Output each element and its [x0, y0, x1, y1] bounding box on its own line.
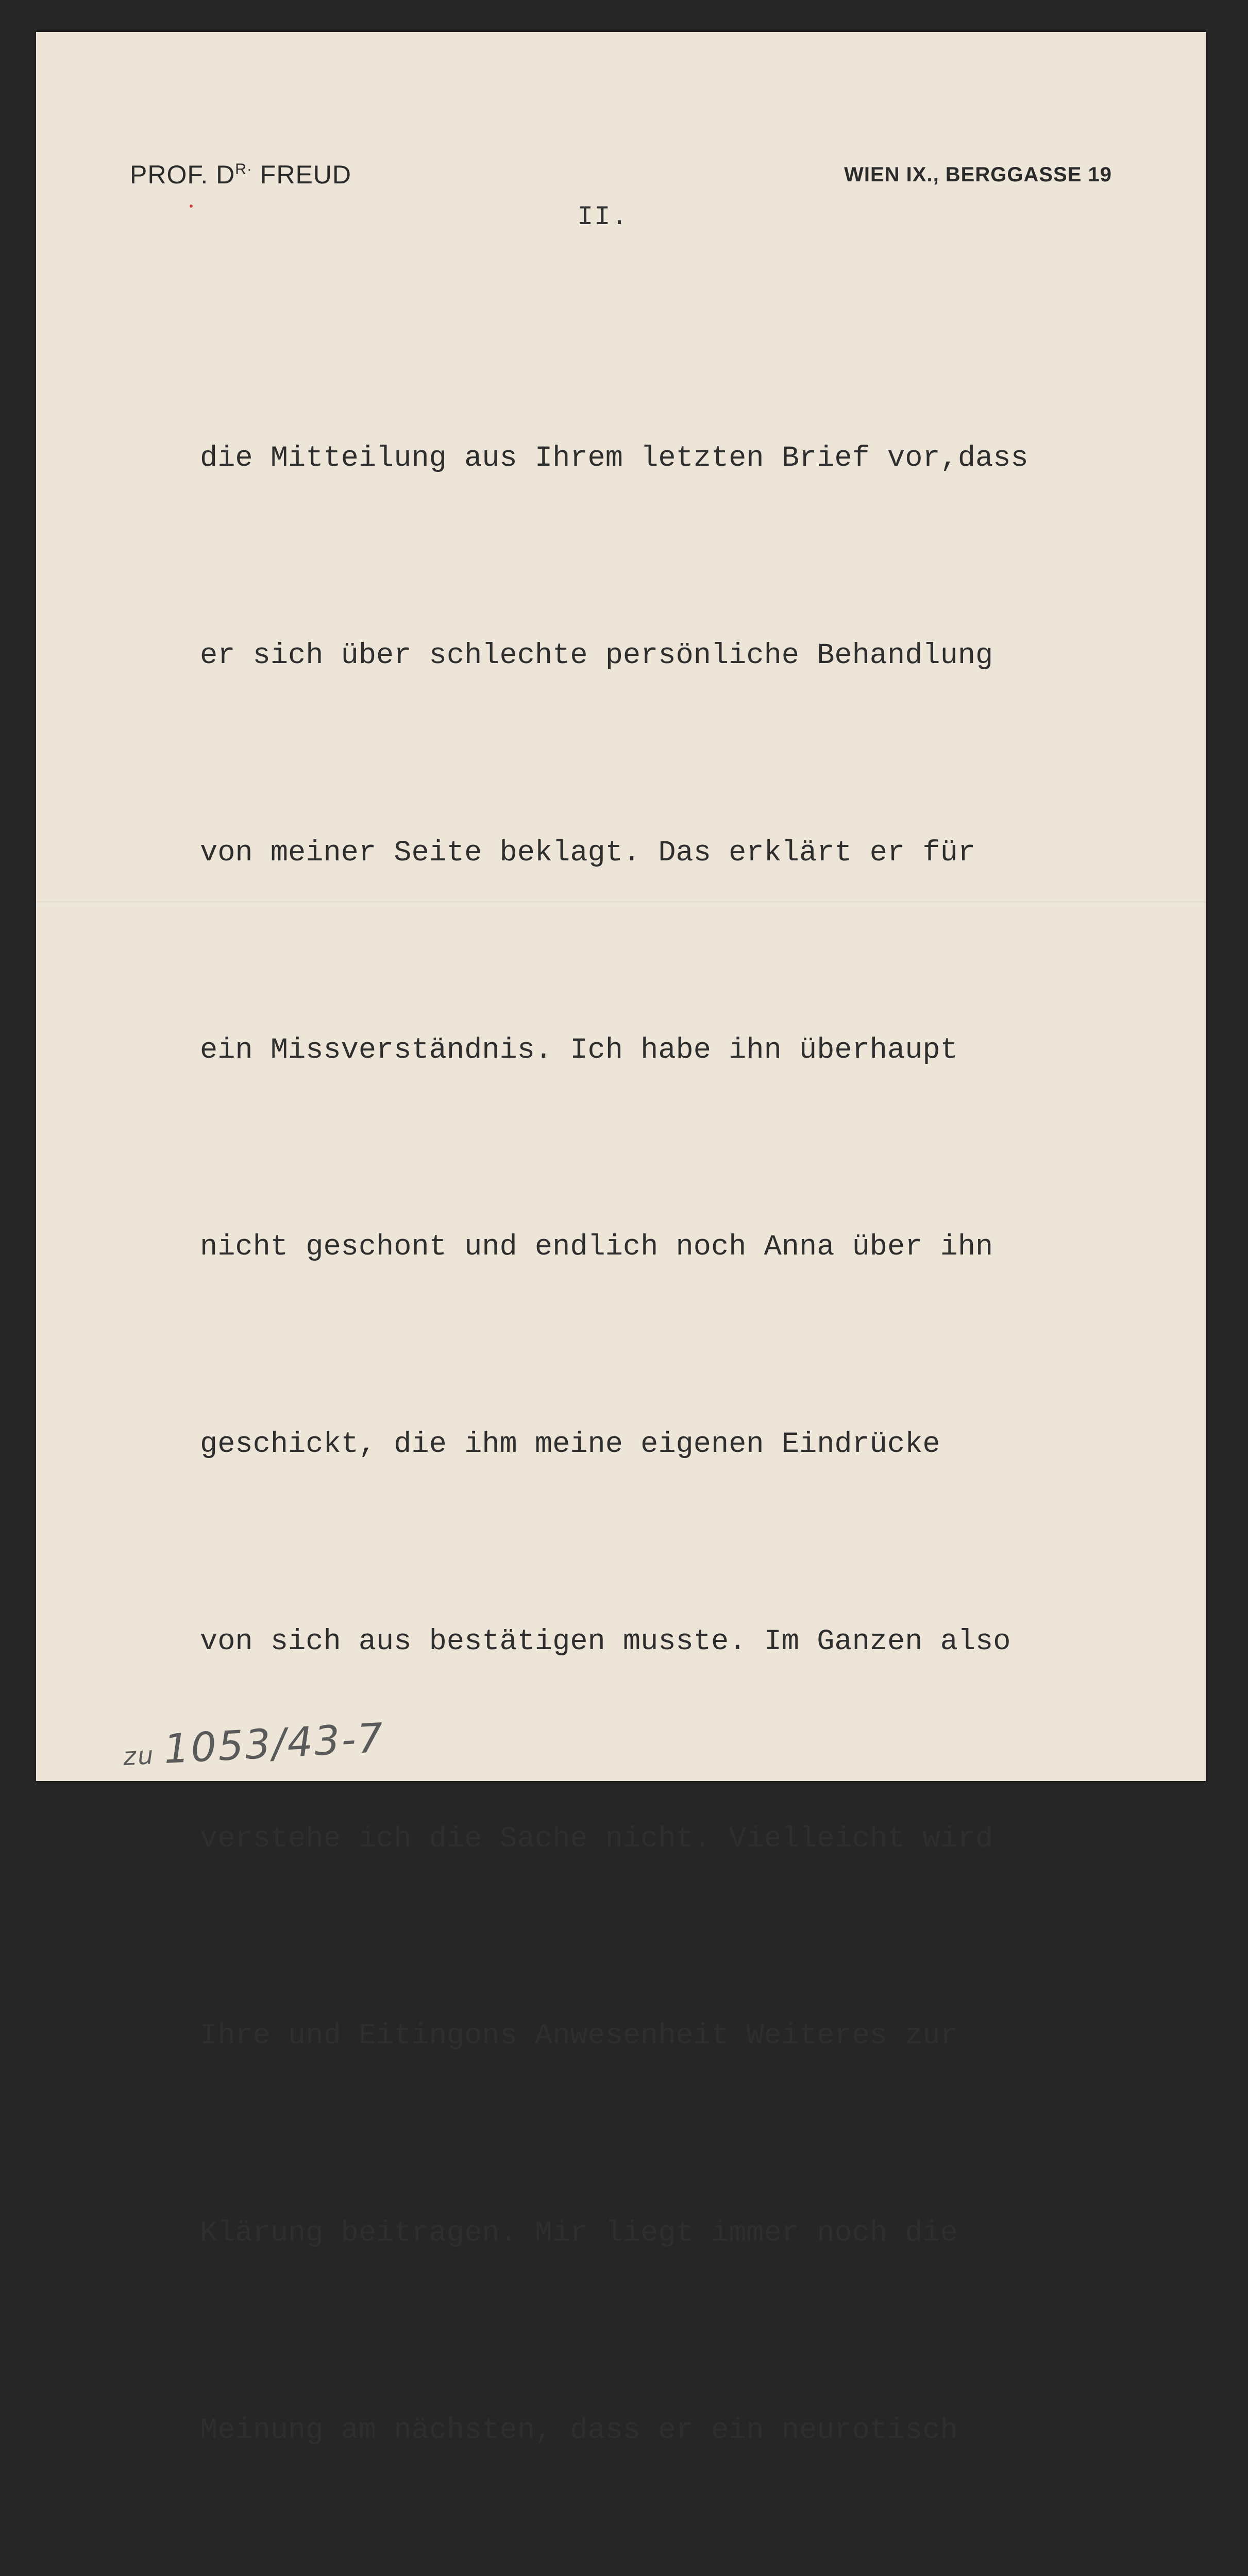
letterhead-name — [130, 160, 351, 190]
archive-note-number: 1053/43-7 — [162, 1715, 386, 1773]
body-line: von sich aus bestätigen musste. Im Ganzen also — [200, 1625, 1011, 1658]
body-line: ein Missverständnis. Ich habe ihn überhaupt — [200, 1033, 958, 1067]
letter-page — [36, 32, 1206, 2447]
body-line: verstehe ich die Sache nicht. Vielleicht wird — [200, 1822, 993, 1856]
body-line: Ihre und Eitingons Anwesenheit Weiteres zur — [200, 2020, 958, 2053]
letterhead-name-main: PROF. D — [130, 160, 235, 189]
body-line: Klärung beitragen. Mir liegt immer noch die — [200, 2217, 958, 2250]
page-number: II. — [577, 202, 629, 232]
body-line: nicht geschont und endlich noch Anna über ihn — [200, 1231, 993, 1264]
archive-note-prefix: zu — [122, 1741, 156, 1772]
body-line: von meiner Seite beklagt. Das erklärt er für — [200, 836, 976, 870]
letterhead-name-sup: R· — [235, 161, 252, 178]
letterhead-address: WIEN IX., BERGGASSE 19 — [844, 163, 1112, 186]
letterhead-name-end: FREUD — [252, 160, 352, 189]
body-line: Meinung am nächsten, dass er ein neurotisch — [200, 2414, 958, 2447]
ink-speck — [190, 205, 193, 208]
body-line: geschickt, die ihm meine eigenen Eindrücke — [200, 1428, 940, 1462]
body-line: die Mitteilung aus Ihrem letzten Brief vor,dass — [200, 442, 1028, 476]
letter-body — [200, 295, 1028, 2576]
body-line: er sich über schlechte persönliche Behandlung — [200, 639, 993, 672]
